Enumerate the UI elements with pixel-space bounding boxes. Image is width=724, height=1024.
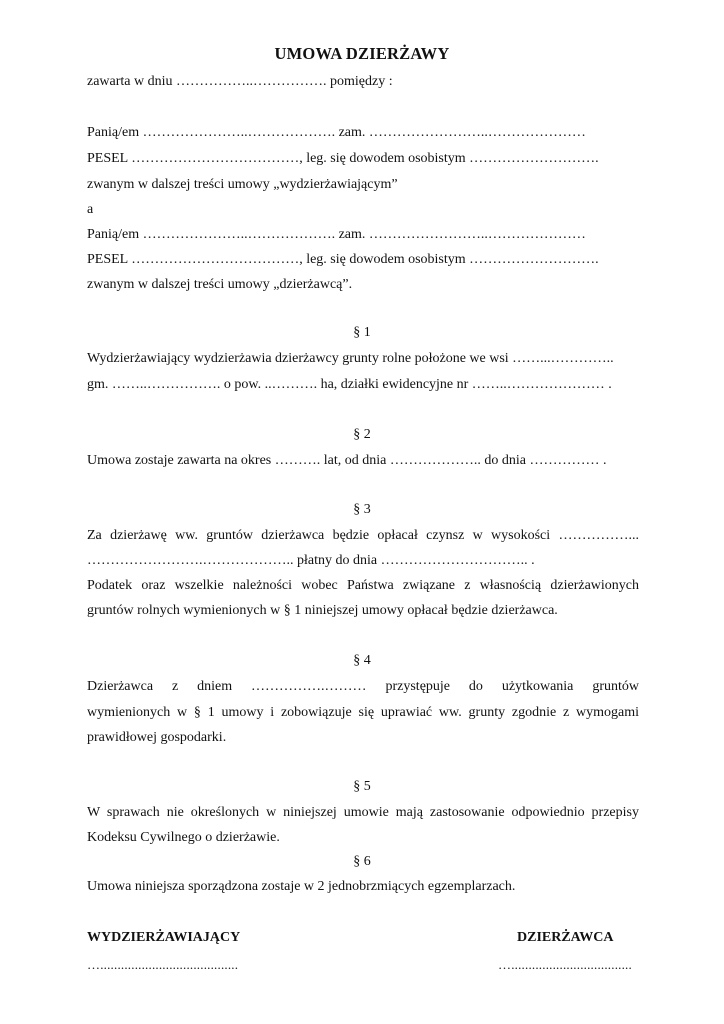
section-4-line-1: Dzierżawca z dniem …………….……… przystępuje do użytkowania gruntów (87, 679, 639, 694)
section-3-line-3: Podatek oraz wszelkie należności wobec Państwa związane z własnością dzierżawionych (87, 578, 639, 593)
conjunction-and: a (87, 202, 94, 217)
party1-role-line: zwanym w dalszej treści umowy „wydzierżawiającym” (87, 177, 398, 192)
section-1-line-1: Wydzierżawiający wydzierżawia dzierżawcy grunty rolne położone we wsi ……...………….. (87, 351, 614, 366)
tenant-signature-line: …................................... (498, 957, 632, 972)
section-3-line-2: …………………….……………….. płatny do dnia ………………………….. . (87, 553, 535, 568)
tenant-signature-label: DZIERŻAWCA (517, 930, 614, 945)
party1-name-line: Panią/em …………………..………………. zam. ……………………..………………… (87, 125, 586, 140)
section-6-line-1: Umowa niniejsza sporządzona zostaje w 2 jednobrzmiących egzemplarzach. (87, 879, 516, 894)
intro-line: zawarta w dniu ……………..……………. pomiędzy : (87, 74, 393, 89)
section-4-line-2: wymienionych w § 1 umowy i zobowiązuje się uprawiać ww. grunty zgodnie z wymogami (87, 705, 639, 720)
landlord-signature-line: …........................................ (87, 957, 239, 972)
party2-name-line: Panią/em …………………..………………. zam. ……………………..………………… (87, 227, 586, 242)
section-5-line-1: W sprawach nie określonych w niniejszej umowie mają zastosowanie odpowiednio przepisy (87, 805, 639, 820)
section-4-heading: § 4 (353, 653, 371, 668)
section-3-heading: § 3 (353, 502, 371, 517)
section-1-heading: § 1 (353, 325, 371, 340)
section-2-heading: § 2 (353, 427, 371, 442)
section-5-heading: § 5 (353, 779, 371, 794)
section-5-line-2: Kodeksu Cywilnego o dzierżawie. (87, 830, 280, 845)
section-3-line-4: gruntów rolnych wymienionych w § 1 niniejszej umowy opłacał będzie dzierżawca. (87, 603, 558, 618)
party2-role-line: zwanym w dalszej treści umowy „dzierżawcą”. (87, 277, 353, 292)
party1-pesel-line: PESEL ………………………………, leg. się dowodem osobistym ………………………. (87, 151, 599, 166)
section-2-line-1: Umowa zostaje zawarta na okres ………. lat, od dnia ……………….. do dnia …………… . (87, 453, 607, 468)
section-6-heading: § 6 (353, 854, 371, 869)
landlord-signature-label: WYDZIERŻAWIAJĄCY (87, 930, 241, 945)
section-3-line-1: Za dzierżawę ww. gruntów dzierżawca będzie opłacał czynsz w wysokości ……………... (87, 528, 639, 543)
section-4-line-3: prawidłowej gospodarki. (87, 730, 227, 745)
section-1-line-2: gm. ……..……………. o pow. ..………. ha, działki ewidencyjne nr ……..………………… . (87, 377, 612, 392)
party2-pesel-line: PESEL ………………………………, leg. się dowodem osobistym ………………………. (87, 252, 599, 267)
document-title: UMOWA DZIERŻAWY (274, 44, 450, 63)
